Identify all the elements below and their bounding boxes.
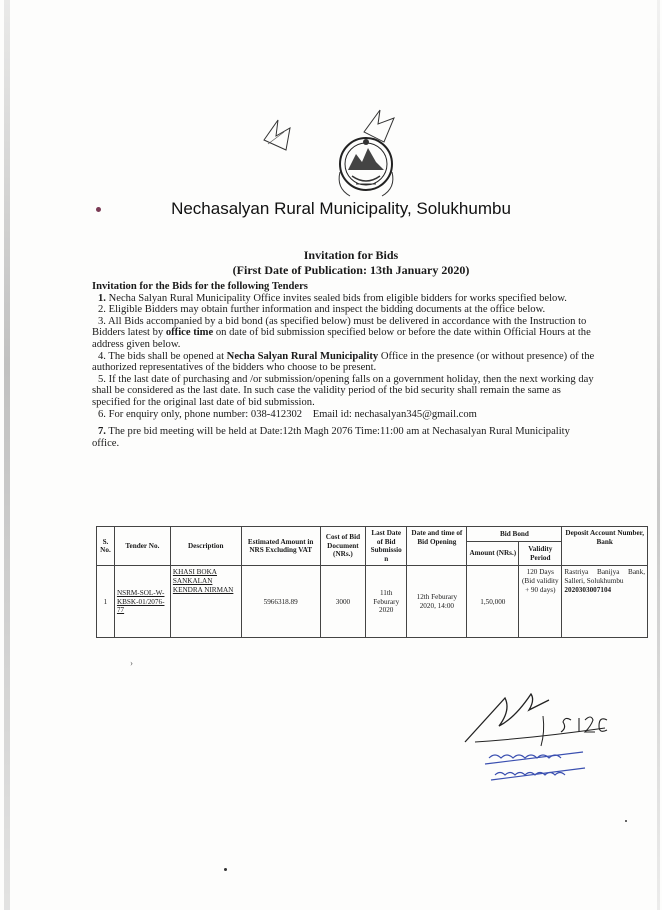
- cell-opening: 12th Feburary 2020, 14:00: [407, 566, 467, 638]
- paragraph-7-number: 7.: [98, 426, 106, 438]
- cell-deposit-account: 2020303007104: [564, 585, 612, 594]
- paragraph-3-bold: office time: [165, 327, 214, 339]
- paragraph-5: 5. If the last date of purchasing and /or submission/opening falls on a government holiday, then the next working day shall be considered as the last date. In such case the validity period of the bid security shall remain the same as specified for the original last date of bid submission.: [92, 373, 594, 408]
- table-header-row: [97, 527, 648, 542]
- paragraph-2: 2. Eligible Bidders may obtain further information and inspect the bidding documents at the office below.: [98, 304, 546, 316]
- paragraph-1: [92, 293, 597, 305]
- header-opening: Date and time of Bid Opening: [407, 527, 467, 566]
- header-tender-no: Tender No.: [114, 527, 170, 566]
- paragraph-3-b: on date of bid submission specified below or before the date within Official Hours at the address given below.: [92, 327, 591, 350]
- cell-deposit: [562, 566, 648, 638]
- header-description: Description: [170, 527, 241, 566]
- header-amount: Amount (NRs.): [467, 541, 519, 565]
- paragraph-7: [92, 426, 597, 449]
- paragraph-1-number: 1.: [98, 292, 106, 304]
- cell-cost: 3000: [320, 566, 365, 638]
- header-cost: Cost of Bid Document (NRs.): [320, 527, 365, 566]
- bids-table: [96, 526, 648, 638]
- document-title: [0, 248, 662, 278]
- paragraph-4: [92, 351, 597, 374]
- table-row: [97, 566, 648, 638]
- header-estimated-amount: Estimated Amount in NRS Excluding VAT: [241, 527, 320, 566]
- scan-dot: [224, 868, 227, 871]
- pen-tick-mark: ›: [130, 658, 133, 668]
- intro-heading: Invitation for the Bids for the following Tenders: [92, 281, 308, 292]
- header-sno: S. No.: [97, 527, 115, 566]
- cell-deposit-bank: Rastriya Banijya Bank, Salleri, Solukhumbu: [564, 568, 645, 585]
- header-validity: Validity Period: [519, 541, 562, 565]
- paragraph-4-a: 4. The bids shall be opened at: [98, 350, 227, 362]
- cell-tender-no: NSRM-SOL-W-KBSK-01/2076-77: [114, 566, 170, 638]
- cell-validity: 120 Days (Bid validity + 90 days): [519, 566, 562, 638]
- cell-sno: 1: [97, 566, 115, 638]
- paragraph-1-text: Necha Salyan Rural Municipality Office invites sealed bids from eligible bidders for works specified below.: [105, 292, 567, 304]
- paragraph-4-b: Office in the presence (or without presence) of the authorized representatives of the bidders who choose to be present.: [92, 350, 595, 374]
- scan-edge-left: [4, 0, 10, 910]
- organization-name: Nechasalyan Rural Municipality, Solukhumbu: [171, 199, 511, 218]
- paragraph-4-bold: Necha Salyan Rural Municipality: [226, 350, 379, 362]
- cell-last-date: 11th Feburary 2020: [366, 566, 407, 638]
- signature-stamp-icon: [445, 680, 625, 790]
- header-bid-bond: Bid Bond: [467, 527, 562, 542]
- title-line-2: (First Date of Publication: 13th January 2020): [232, 263, 470, 277]
- header-deposit: Deposit Account Number, Bank: [562, 527, 648, 566]
- paragraph-7-text: The pre bid meeting will be held at Date:12th Magh 2076 Time:11:00 am at Nechasalyan Rural Municipality office.: [92, 426, 570, 449]
- scan-dot: [625, 820, 627, 822]
- cell-description: KHASI BOKA SANKALAN KENDRA NIRMAN: [170, 566, 241, 638]
- municipality-emblem-icon: [256, 92, 416, 204]
- scan-edge-right: [657, 0, 660, 910]
- cell-estimated: 5966318.89: [241, 566, 320, 638]
- notice-body: [92, 281, 597, 449]
- paragraph-6: 6. For enquiry only, phone number: 038-412302 Email id: nechasalyan345@gmail.com: [98, 408, 477, 420]
- header-last-date: Last Date of Bid Submissio n: [366, 527, 407, 566]
- paragraph-3: [92, 316, 597, 351]
- paragraph-3-a: 3. All Bids accompanied by a bid bond (as specified below) must be delivered in accordance with the Instruction to Bidders latest by: [92, 315, 587, 339]
- title-line-1: Invitation for Bids: [303, 248, 399, 262]
- cell-amount: 1,50,000: [467, 566, 519, 638]
